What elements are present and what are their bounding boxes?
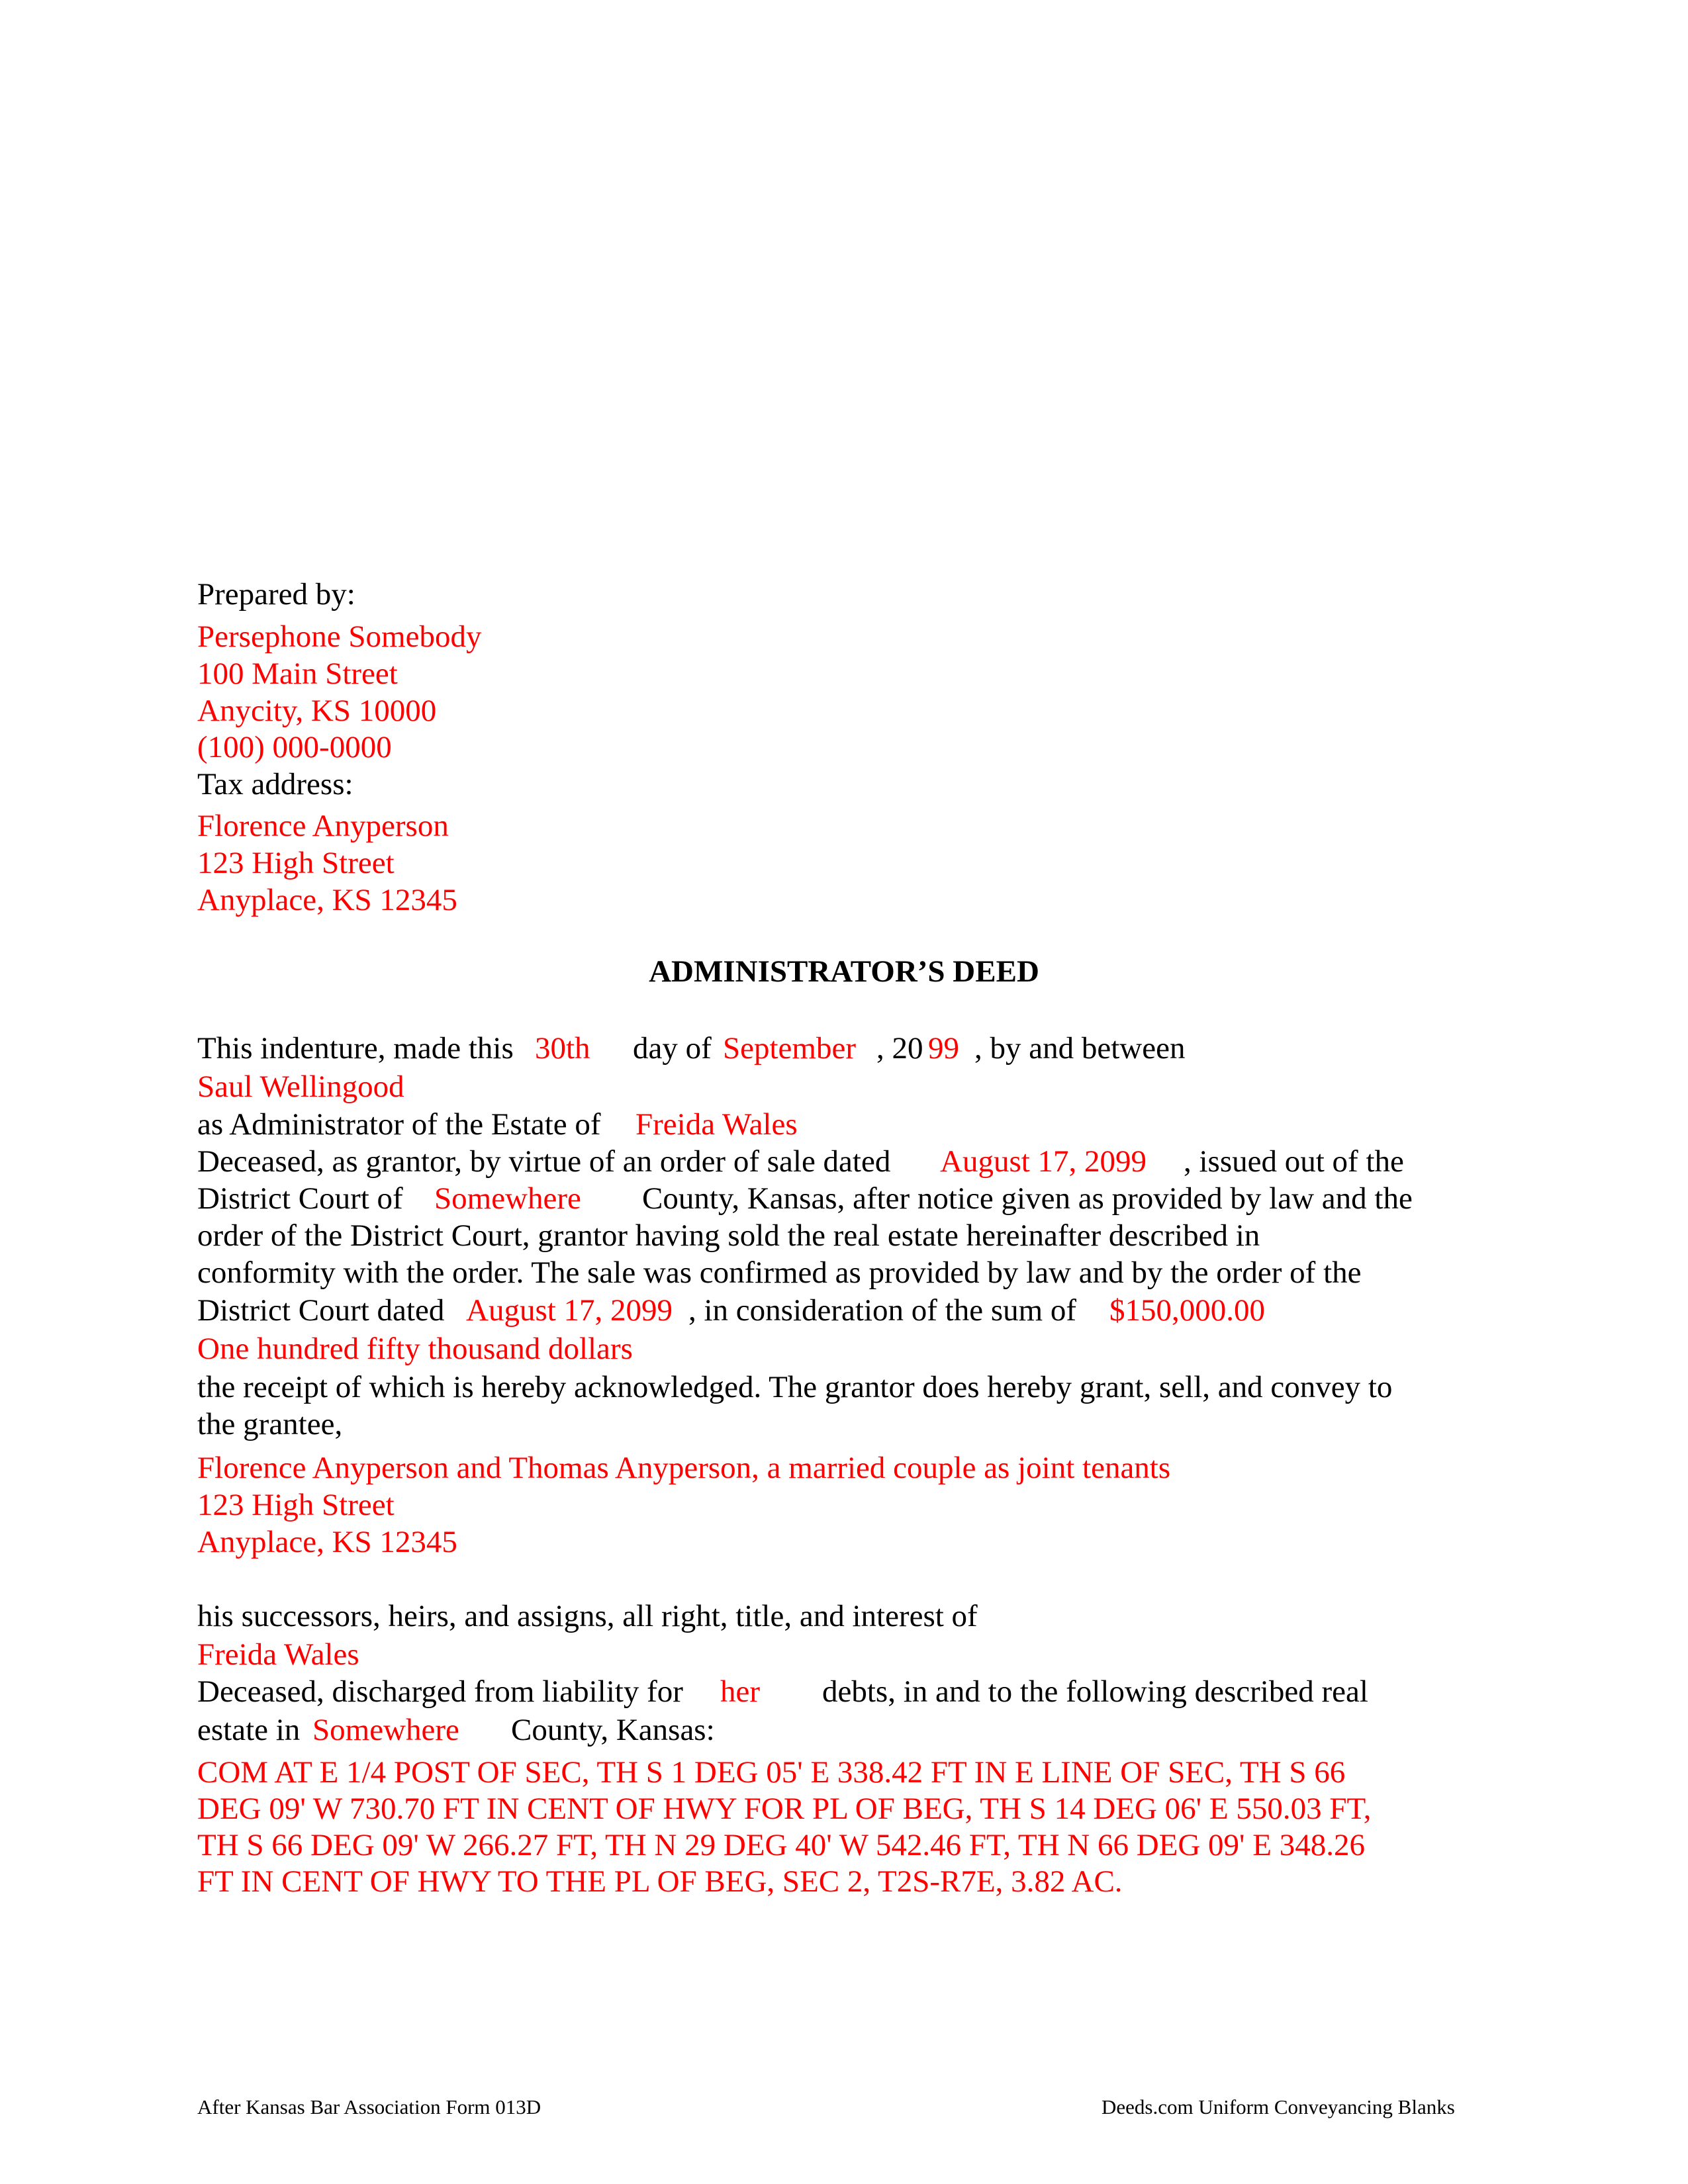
legal-description-line: FT IN CENT OF HWY TO THE PL OF BEG, SEC 2, T2S-R7E, 3.82 AC. — [197, 1864, 1123, 1899]
tax-address-label: Tax address: — [197, 767, 353, 801]
prepared-by-label: Prepared by: — [197, 577, 355, 612]
administrator-text: as Administrator of the Estate of — [197, 1107, 601, 1142]
body-line-receipt: the receipt of which is hereby acknowledged. The grantor does hereby grant, sell, and convey to — [197, 1370, 1393, 1404]
decedent-name: Freida Wales — [635, 1107, 798, 1142]
preparer-name: Persephone Somebody — [197, 619, 482, 654]
debts-text: debts, in and to the following described real — [822, 1674, 1368, 1709]
legal-description-line: TH S 66 DEG 09' W 266.27 FT, TH N 29 DEG 40' W 542.46 FT, TH N 66 DEG 09' E 348.26 — [197, 1828, 1365, 1862]
issued-text: , issued out of the — [1184, 1144, 1404, 1179]
preparer-city: Anycity, KS 10000 — [197, 694, 437, 728]
year-prefix: , 20 — [876, 1031, 923, 1066]
footer-right: Deeds.com Uniform Conveyancing Blanks — [1102, 2095, 1455, 2118]
amount-field: $150,000.00 — [1109, 1293, 1265, 1328]
body-line-grantee: the grantee, — [197, 1407, 343, 1441]
body-line-successors: his successors, heirs, and assigns, all right, title, and interest of — [197, 1599, 978, 1633]
tax-name: Florence Anyperson — [197, 809, 449, 843]
body-line-conformity: conformity with the order. The sale was confirmed as provided by law and by the order of the — [197, 1255, 1362, 1290]
county-field-2: Somewhere — [312, 1713, 459, 1747]
grantee-city: Anyplace, KS 12345 — [197, 1525, 457, 1559]
court-dated-text: District Court dated — [197, 1293, 445, 1328]
grantee-names: Florence Anyperson and Thomas Anyperson, a married couple as joint tenants — [197, 1451, 1171, 1485]
district-court-text: District Court of — [197, 1181, 403, 1216]
preparer-street: 100 Main Street — [197, 657, 398, 691]
decedent-name-2: Freida Wales — [197, 1637, 359, 1672]
estate-in-text: estate in — [197, 1713, 301, 1747]
year-field: 99 — [928, 1031, 959, 1066]
county-kansas-text: County, Kansas, after notice given as provided by law and the — [642, 1181, 1413, 1216]
administrator-name: Saul Wellingood — [197, 1069, 404, 1104]
preparer-phone: (100) 000-0000 — [197, 730, 392, 764]
pronoun-field: her — [720, 1674, 761, 1709]
order-date-field: August 17, 2099 — [940, 1144, 1147, 1179]
confirm-date-field: August 17, 2099 — [466, 1293, 673, 1328]
by-and-between-text: , by and between — [974, 1031, 1186, 1066]
grantee-street: 123 High Street — [197, 1488, 395, 1522]
tax-city: Anyplace, KS 12345 — [197, 883, 457, 917]
county-kansas-text-2: County, Kansas: — [511, 1713, 715, 1747]
county-field: Somewhere — [434, 1181, 581, 1216]
order-text: Deceased, as grantor, by virtue of an order of sale dated — [197, 1144, 891, 1179]
day-field: 30th — [535, 1031, 590, 1066]
legal-description-line: COM AT E 1/4 POST OF SEC, TH S 1 DEG 05' E 338.42 FT IN E LINE OF SEC, TH S 66 — [197, 1755, 1346, 1790]
footer-left: After Kansas Bar Association Form 013D — [197, 2095, 541, 2118]
body-line-order: order of the District Court, grantor having sold the real estate hereinafter described in — [197, 1218, 1260, 1253]
discharged-text: Deceased, discharged from liability for — [197, 1674, 683, 1709]
consideration-text: , in consideration of the sum of — [688, 1293, 1077, 1328]
month-field: September — [723, 1031, 856, 1066]
amount-words: One hundred fifty thousand dollars — [197, 1332, 633, 1366]
day-of-text: day of — [633, 1031, 712, 1066]
legal-description-line: DEG 09' W 730.70 FT IN CENT OF HWY FOR PL OF BEG, TH S 14 DEG 06' E 550.03 FT, — [197, 1792, 1372, 1826]
indenture-text: This indenture, made this — [197, 1031, 514, 1066]
tax-street: 123 High Street — [197, 846, 395, 880]
document-title: ADMINISTRATOR’S DEED — [649, 954, 1039, 989]
